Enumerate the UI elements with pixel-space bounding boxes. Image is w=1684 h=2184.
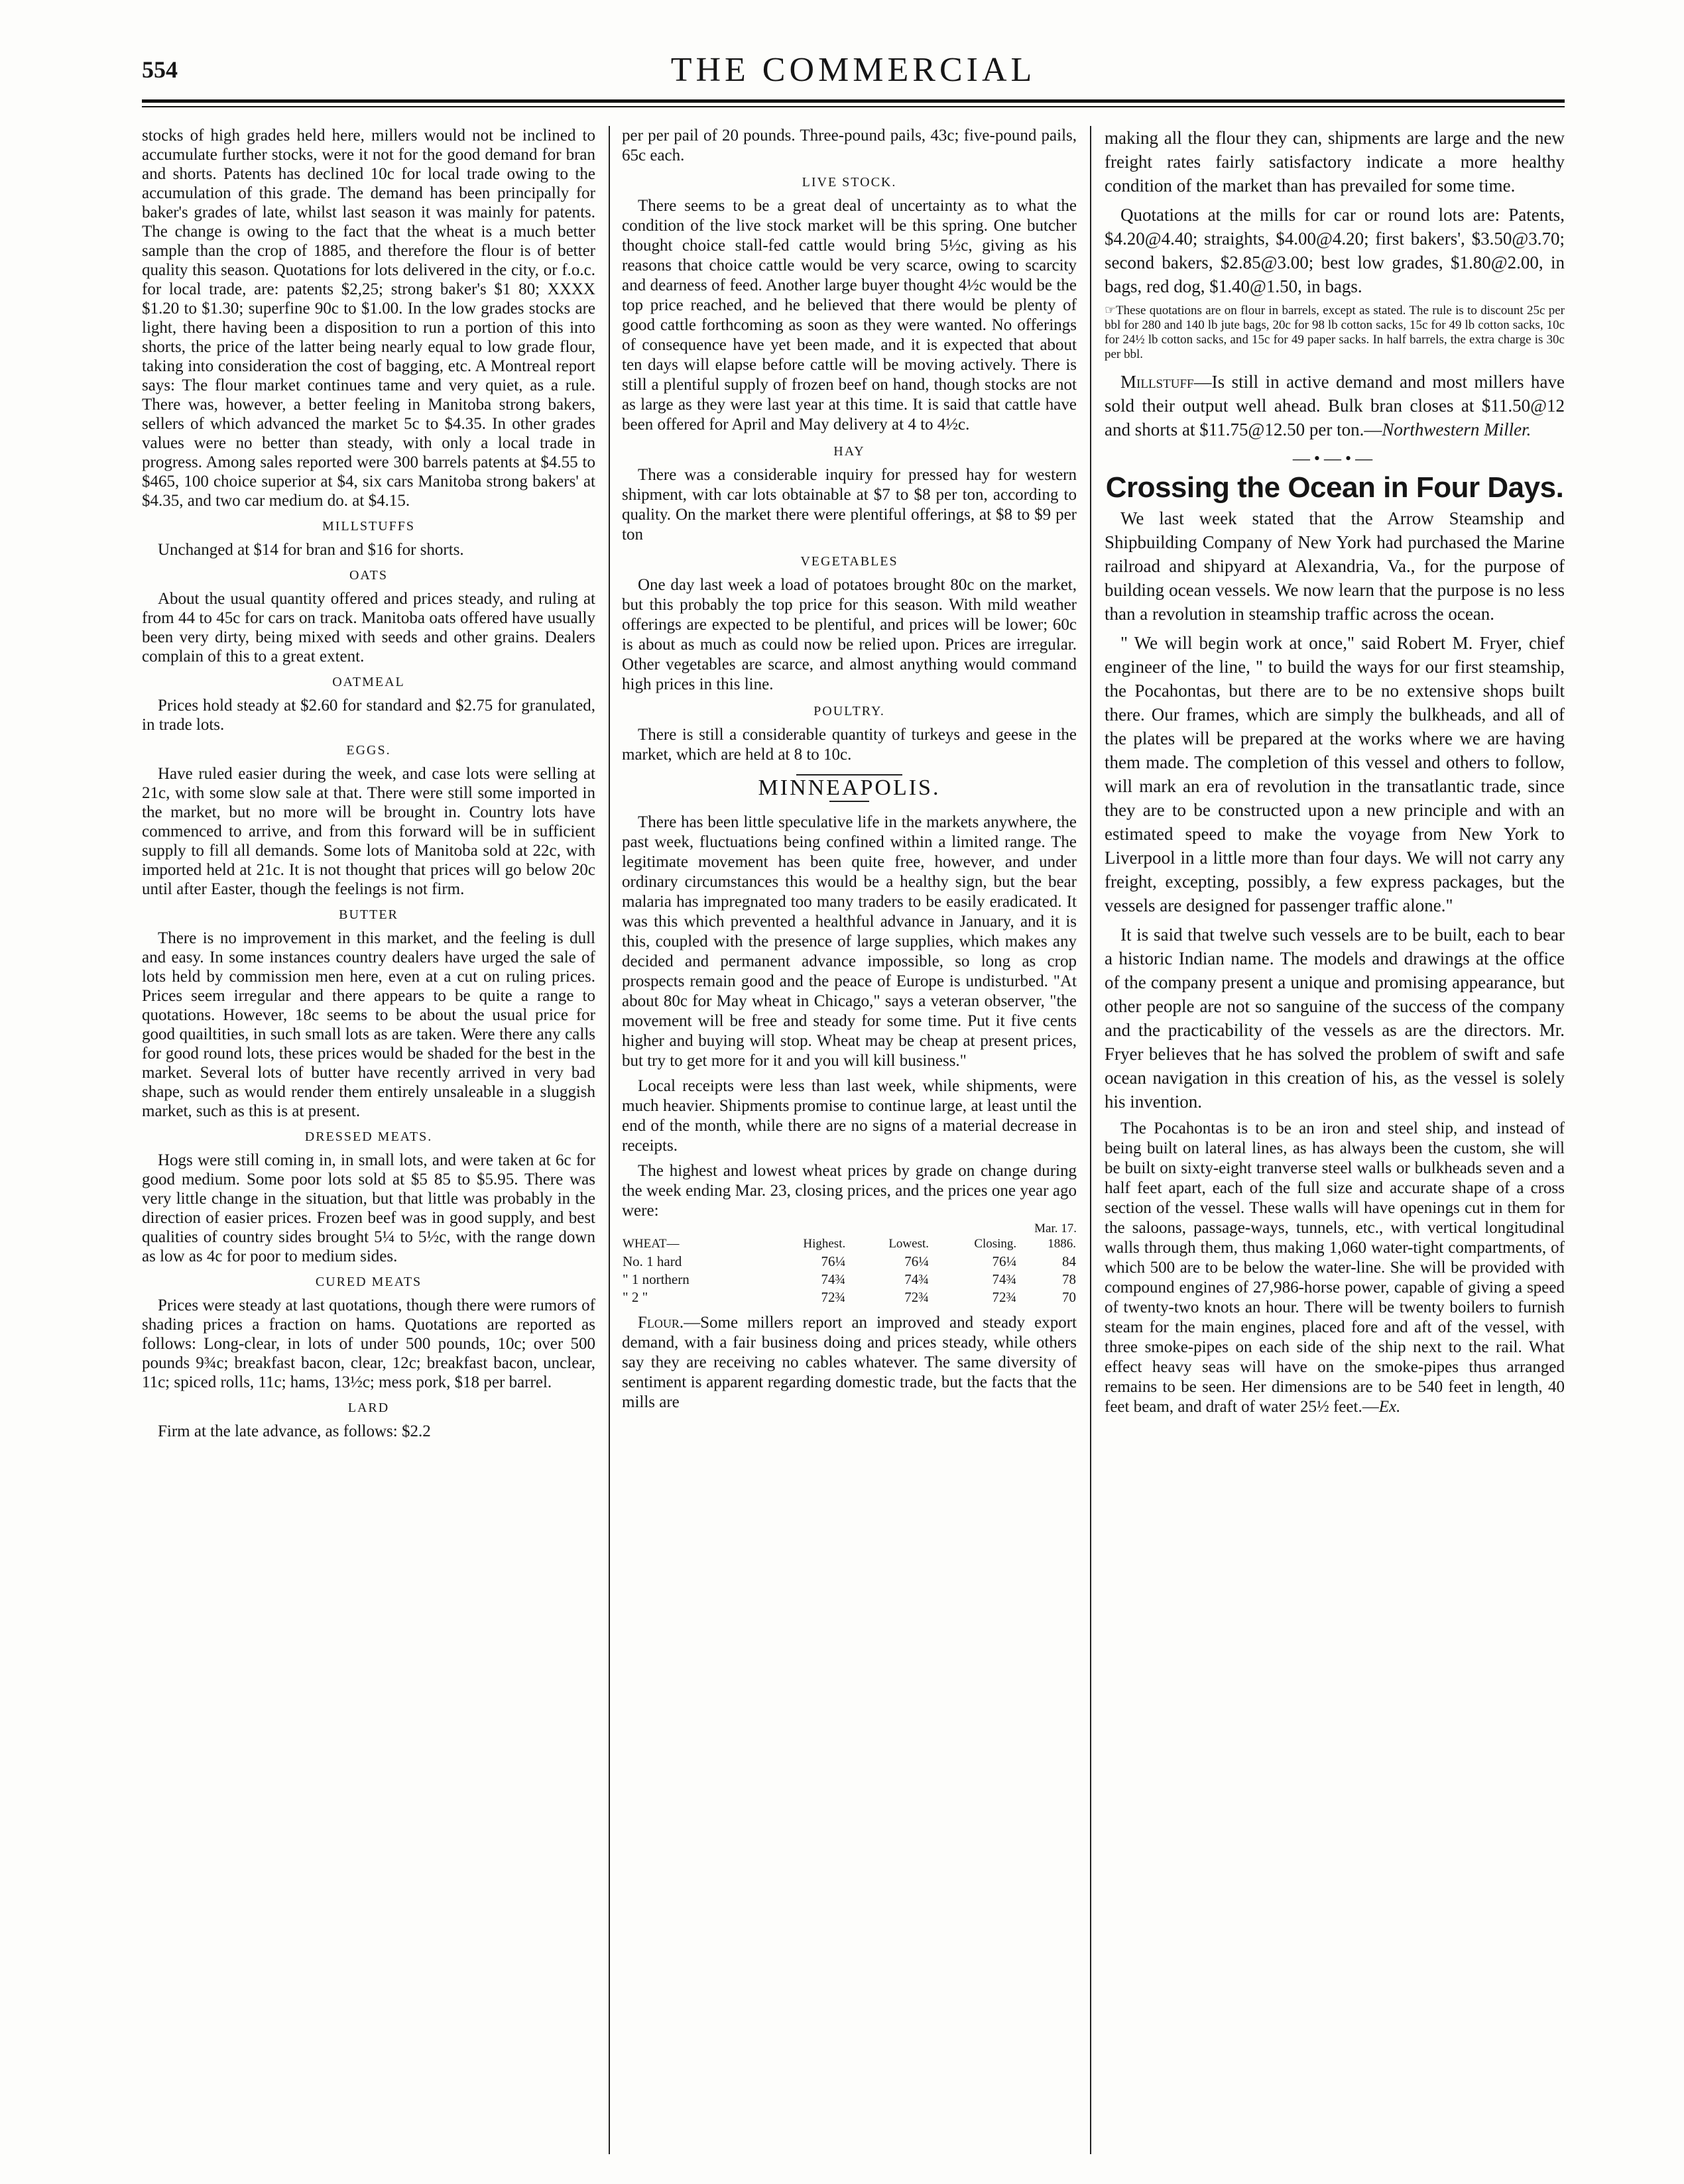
- article-headline: Crossing the Ocean in Four Days.: [1105, 471, 1564, 504]
- section-heading-eggs: EGGS.: [346, 743, 391, 758]
- minneapolis-paragraph: The highest and lowest wheat prices by grade on change during the week ending Mar. 23, closing prices, and the prices one year ago were:: [622, 1162, 1077, 1220]
- section-heading-oatmeal: OATMEAL: [332, 675, 405, 689]
- table-cell: 72¾: [821, 1289, 846, 1305]
- masthead: [142, 50, 1565, 97]
- section-heading-oats: OATS: [349, 568, 388, 583]
- oats-text: About the usual quantity offered and prices steady, and ruling at from 44 to 45c for cars on track. Manitoba oats offered have usually been very dirty, being mixed with seeds and other grains. Dealers complain of this to a great extent.: [142, 590, 595, 665]
- column-2: [622, 126, 1077, 2154]
- wheat-table-date: Mar. 17.: [1034, 1222, 1077, 1236]
- quotation-footnote: ☞These quotations are on flour in barrels, except as stated. The rule is to discount 25c per bbl for 280 and 140 lb jute bags, 20c for 98 lb cotton sacks, 15c for 49 lb cotton sacks, 10c for 24½ lb cotton sacks, and 15c for 49 paper sacks. In half barrels, the extra charge is 30c per bbl.: [1105, 304, 1565, 361]
- table-cell: 74¾: [821, 1271, 846, 1287]
- table-cell: 76¼: [992, 1253, 1017, 1269]
- article-text: The Pocahontas is to be an iron and steel ship, and instead of being built on lateral lines, as has always been the custom, she will be built on sixty-eight tranverse steel walls or bulkheads seven and a half feet apart, each of the full size and accurate shape of a cross section of the vessel. These walls will have openings cut in them for the saloons, passage-ways, tunnels, etc., with vertical longitudinal walls through them, thus making 1,060 water-tight compartments, of which 500 are to be below the water-line. She will be provided with compound engines of 27,986-horse power, capable of giving a speed of twenty-two knots an hour. There will be twenty boilers to furnish steam for the main engines, placed fore and aft of the vessel, with three smoke-pipes on each side of the ship next to the rail. What effect heavy seas will have on the smoke-pipes thus arranged remains to be seen. Her dimensions are to be 540 feet in length, 40 feet beam, and draft of water 25½ feet.—: [1105, 1120, 1565, 1416]
- column-header: Closing.: [974, 1237, 1017, 1251]
- column-header: WHEAT—: [623, 1237, 680, 1251]
- flour-label: Flour.: [638, 1314, 684, 1332]
- article-paragraph: " We will begin work at once," said Robert M. Fryer, chief engineer of the line, " to build the ways for our first steamship, the Pocahontas, but there are to be no extensive shops built there. Our frames, which are simply the bulkheads, and all of the plates will be prepared at the works where we are having them made. The completion of this vessel and others to follow, will mark an era of revolution in the transatlantic trade, since they are to be constructed upon a new principle and with an estimated speed to make the voyage from New York to Liverpool in a little more than four days. We will not carry any freight, excepting, possibly, a few express packages, but the vessels are designed for passenger traffic alone.": [1105, 633, 1565, 915]
- section-rule: [829, 801, 869, 802]
- table-cell: 78: [1062, 1271, 1076, 1287]
- table-row: [622, 1253, 1077, 1271]
- article-paragraph: [1105, 1119, 1565, 1417]
- masthead-rule-thin: [142, 106, 1565, 107]
- flour-text: —Some millers report an improved and steady export demand, with a fair business doing and prices steady, while others say they are receiving no cables whatever. The same diversity of sentiment is apparent regarding domestic trade, but the facts that the mills are: [622, 1314, 1077, 1411]
- column-header: Lowest.: [888, 1237, 930, 1251]
- table-cell: " 2 ": [623, 1289, 648, 1305]
- millstuffs-text: Unchanged at $14 for bran and $16 for shorts.: [158, 541, 464, 559]
- page-number: 554: [142, 56, 178, 83]
- wheat-price-table: [622, 1235, 1077, 1306]
- flour-report-continued: stocks of high grades held here, millers would not be inclined to accumulate further stocks, were it not for the good demand for bran and shorts. Patents has declined 10c for local trade owing to the accumulation of this grade. The demand has been principally for baker's grades of late, whilst last season it was mainly for patents. The change is owing to the fact that the wheat is a much better sample than the crop of 1885, and therefore the flour is of better quality this season. Quotations for lots delivered in the city, or f.o.c. for local trade, are: patents $2,25; strong baker's $1 80; XXXX $1.20 to $1.30; superfine 90c to $1.00. In the low grades stocks are light, there having been a disposition to run a portion of this into shorts, the price of the latter being nearly equal to low grade flour, taking into consideration the cost of bagging, etc. A Montreal report says: The flour market continues tame and very quiet, as a rule. There was, however, a better feeling in Manitoba strong bakers, sellers of which advanced the market 5c to $4.35. In other grades values were no better than steady, with only a local trade in progress. Among sales reported were 300 barrels patents at $4.55 to $465, 100 choice superior at $4, six cars Manitoba strong bakers' at $4.35, and two car medium do. at $4.15.: [142, 127, 595, 510]
- hay-text: There was a considerable inquiry for pressed hay for western shipment, with car lots obtainable at $7 to $8 per ton, according to quality. On the market there were plentiful offerings, at $8 to $9 per ton: [622, 466, 1077, 544]
- section-heading-vegetables: VEGETABLES: [800, 554, 898, 569]
- minneapolis-heading: MINNEAPOLIS.: [758, 776, 941, 800]
- table-cell: 76¼: [904, 1253, 930, 1269]
- section-heading-dressed-meats: DRESSED MEATS.: [304, 1129, 433, 1144]
- section-heading-live-stock: LIVE STOCK.: [802, 175, 897, 190]
- table-cell: 84: [1062, 1253, 1076, 1269]
- millstuff-paragraph: [1105, 370, 1565, 441]
- table-cell: 74¾: [992, 1271, 1017, 1287]
- ornament-divider: —•—•—: [1292, 449, 1377, 468]
- eggs-text: Have ruled easier during the week, and case lots were selling at 21c, with some slow sale at that. There were still some imported in the market, but no more will be brought in. Country lots have commenced to arrive, and from this forward will be in sufficient supply to fill all demands. Some lots of Manitoba sold at 22c, with imported held at 21c. It is not thought that prices will go below 20c until after Easter, though the feelings is not firm.: [142, 765, 595, 898]
- live-stock-text: There seems to be a great deal of uncertainty as to what the condition of the live stock market will be this spring. One butcher thought choice stall-fed cattle would bring 5½c, giving as his reasons that choice cattle would be very scarce, owing to scarcity and dearness of feed. Another large buyer thought 4½c would be the top price reached, and he believed that there would be plenty of good cattle forthcoming as soon as they were wanted. No offerings of consequence have yet been made, and it is expected that about ten days will elapse before cattle will be moving actively. There is still a plentiful supply of frozen beef on hand, though stocks are not as large as they were last year at this time. It is said that cattle have been offered for April and May delivery at 4 to 4½c.: [622, 197, 1077, 433]
- oatmeal-text: Prices hold steady at $2.60 for standard and $2.75 for granulated, in trade lots.: [142, 697, 595, 734]
- section-heading-hay: HAY: [833, 444, 865, 459]
- section-heading-poultry: POULTRY.: [813, 704, 885, 718]
- section-heading-millstuffs: MILLSTUFFS: [322, 519, 416, 534]
- article-paragraph: We last week stated that the Arrow Steamship and Shipbuilding Company of New York had purchased the Marine railroad and shipyard at Alexandria, Va., for the purpose of building ocean vessels. We now learn that the purpose is no less than a revolution in steamship traffic across the ocean.: [1105, 508, 1565, 624]
- butter-text: There is no improvement in this market, and the feeling is dull and easy. In some instances country dealers have urged the sale of lots held by commission men here, even at a cut on ruling prices. Prices seem irregular and there appears to be quite a range to quotations. However, 18c seems to be about the usual price for good quailtities, in such small lots as are taken. Were there any calls for good round lots, these prices would be shaded for the best in the market. Several lots of butter have recently arrived in very bad shape, such as would render them entirely unsaleable in a sluggish market, such as this is at present.: [142, 929, 595, 1120]
- table-header-row: [622, 1235, 1077, 1253]
- minneapolis-paragraph: Local receipts were less than last week, while shipments, were much heavier. Shipments promise to continue large, at least until the end of the month, while there are no signs of a material decrease in receipts.: [622, 1077, 1077, 1155]
- table-cell: No. 1 hard: [623, 1253, 682, 1269]
- mill-quotations: Quotations at the mills for car or round lots are: Patents, $4.20@4.40; straights, $4.00@4.20; first bakers', $3.50@3.70; second bakers, $2.85@3.00; best low grades, $1.80@2.00, in bags, red dog, $1.40@1.50, in bags.: [1105, 205, 1565, 296]
- vegetables-text: One day last week a load of potatoes brought 80c on the market, but this probably the top price for this season. With mild weather offerings are expected to be plentiful, and prices will be lower; 60c is about as much as could now be relied upon. Prices are irregular. Other vegetables are scarce, and almost anything would command high prices in this line.: [622, 576, 1077, 693]
- table-cell: 70: [1062, 1289, 1076, 1305]
- table-cell: 72¾: [992, 1289, 1017, 1305]
- millstuff-label: Millstuff: [1120, 372, 1194, 392]
- dressed-meats-text: Hogs were still coming in, in small lots, and were taken at 6c for good medium. Some poor lots sold at $5 85 to $5.95. There was very little change in the situation, but that little was probably in the direction of easier prices. Frozen beef was in good supply, and best qualities of country sides brought 5¼ to 5½c, with the range down as low as 4c for poor to medium sides.: [142, 1151, 595, 1265]
- minneapolis-paragraph: There has been little speculative life in the markets anywhere, the past week, fluctuations being confined within a limited range. The legitimate movement has been quite free, however, and under ordinary circumstances this would be a healthy sign, but the bear malaria has impregnated too many traders to be easily eradicated. It was this which prevented a healthful advance in January, and it is this, coupled with the presence of large supplies, which makes any decided and permanent advance impossible, so long as crop prospects remain good and the peace of Europe is undisturbed. "At about 80c for May wheat in Chicago," says a veteran observer, "the movement will be free and steady for some time. Put it five cents higher and buying will stop. Wheat may be cheap at present prices, but try to get more for it and you will kill business.": [622, 813, 1077, 1070]
- flour-continued: making all the flour they can, shipments are large and the new freight rates fairly satisfactory indicate a more healthy condition of the market than has prevailed for some time.: [1105, 128, 1565, 196]
- column-header: Highest.: [803, 1237, 846, 1251]
- table-cell: 76¼: [821, 1253, 846, 1269]
- column-divider: [609, 126, 610, 2154]
- millstuff-text: —Is still in active demand and most millers have sold their output well ahead. Bulk bran closes at $11.50@12 and shorts at $11.75@12.50 per ton.—: [1105, 372, 1565, 439]
- source-credit: Northwestern Miller.: [1382, 420, 1532, 439]
- table-cell: " 1 northern: [623, 1271, 690, 1287]
- section-heading-butter: BUTTER: [339, 907, 398, 922]
- flour-paragraph: [622, 1313, 1077, 1412]
- masthead-rule: [142, 99, 1565, 103]
- poultry-text: There is still a considerable quantity of turkeys and geese in the market, which are held at 8 to 10c.: [622, 726, 1077, 764]
- article-paragraph: It is said that twelve such vessels are to be built, each to bear a historic Indian name. The models and drawings at the office of the company present a unique and promising appearance, but other people are not so sanguine of the success of the company and the practicability of the vessels as are the directors. Mr. Fryer believes that he has solved the problem of swift and safe ocean navigation in this creation of his, as the vessel is solely his invention.: [1105, 925, 1565, 1112]
- column-3: [1105, 126, 1565, 2154]
- cured-meats-text: Prices were steady at last quotations, though there were rumors of shading prices a fraction on hams. Quotations are reported as follows: Long-clear, in lots of under 500 pounds, 10c; over 500 pounds 9¾c; breakfast bacon, clear, 12c; breakfast bacon, unclear, 11c; spiced rolls, 11c; hams, 13½c; mess pork, $18 per barrel.: [142, 1296, 595, 1391]
- table-cell: 72¾: [904, 1289, 930, 1305]
- table-row: [622, 1289, 1077, 1306]
- section-heading-cured-meats: CURED MEATS: [315, 1275, 422, 1289]
- table-row: [622, 1271, 1077, 1289]
- column-header: 1886.: [1048, 1237, 1076, 1251]
- column-1: [142, 126, 595, 2154]
- table-cell: 74¾: [904, 1271, 930, 1287]
- source-credit: Ex.: [1378, 1398, 1401, 1416]
- lard-continued: per per pail of 20 pounds. Three-pound pails, 43c; five-pound pails, 65c each.: [622, 127, 1077, 164]
- section-heading-lard: LARD: [347, 1401, 390, 1415]
- paper-title: THE COMMERCIAL: [670, 51, 1036, 89]
- column-divider: [1090, 126, 1091, 2154]
- lard-text: Firm at the late advance, as follows: $2.2: [158, 1422, 431, 1440]
